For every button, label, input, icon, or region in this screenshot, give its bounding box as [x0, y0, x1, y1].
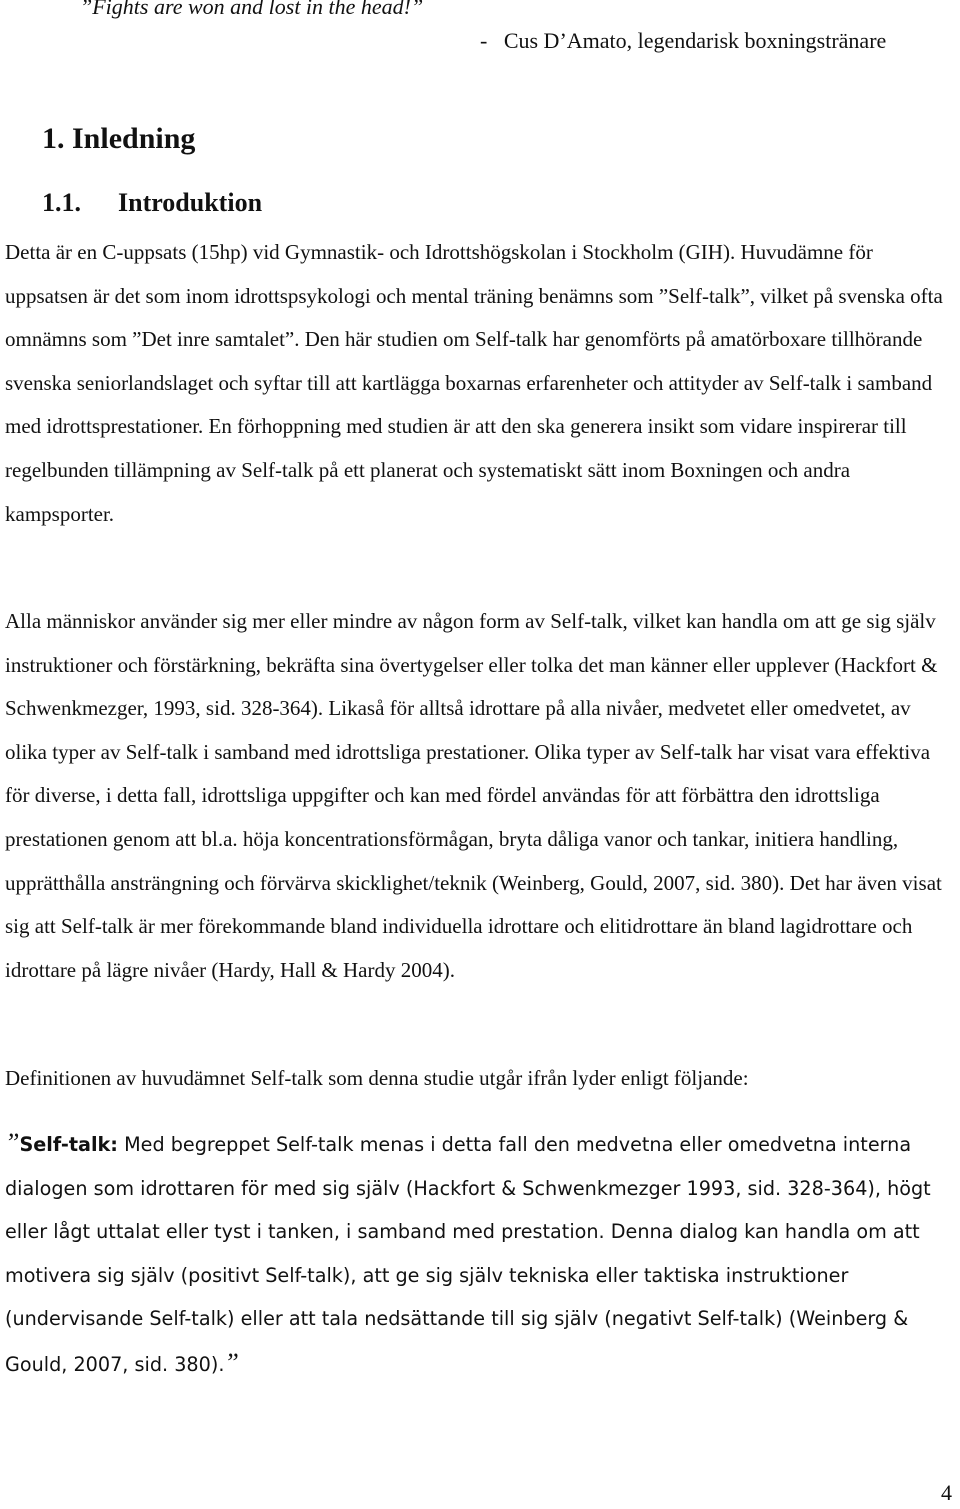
paragraph-self-talk-background: Alla människor använder sig mer eller mindre av någon form av Self-talk, vilket kan handla om att ge sig själv instruktioner och förstärkning, bekräfta sina övertygelser eller tolka det man känner eller upplever (Hackfort & Schwenkmezger, 1993, sid. 328-364). Likaså för alltså idrottare på alla nivåer, medvetet eller omedvetet, av olika typer av Self-talk i samband med idrottsliga prestationer. Olika typer av Self-talk har visat vara effektiva för diverse, i detta fall, idrottsliga uppgifter och kan med fördel användas för att förbättra den idrottsliga prestationen genom att bl.a. höja koncentrationsförmågan, bryta dåliga vanor och tankar, initiera handling, upprätthålla ansträngning och förvärva skicklighet/teknik (Weinberg, Gould, 2007, sid. 380). Det har även visat sig att Self-talk är mer förekommande bland individuella idrottare och elitidrottare än bland lagidrottare och idrottare på lägre nivåer (Hardy, Hall & Hardy 2004).	[5, 609, 942, 982]
section-title: Inledning	[72, 122, 196, 155]
section-heading	[42, 122, 195, 156]
section-number: 1.	[42, 122, 65, 155]
subsection-heading	[42, 188, 262, 218]
definition-open-quote: ”	[5, 1128, 20, 1157]
epigraph-attribution: - Cus D’Amato, legendarisk boxningstränare	[480, 28, 887, 53]
paragraph-definition-intro: Definitionen av huvudämnet Self-talk som denna studie utgår ifrån lyder enligt följande:	[5, 1066, 749, 1090]
definition-block	[5, 1121, 955, 1387]
definition-close-quote: ”	[224, 1347, 239, 1377]
epigraph-quote: ”Fights are won and lost in the head!”	[80, 0, 424, 19]
subsection-number: 1.1.	[42, 188, 81, 217]
definition-term: Self-talk:	[19, 1133, 118, 1156]
definition-text: Med begreppet Self-talk menas i detta fall den medvetna eller omedvetna interna dialogen som idrottaren för med sig själv (Hackfort & Schwenkmezger 1993, sid. 328-364), högt eller lågt uttalat eller tyst i tanken, i samband med prestation. Denna dialog kan handla om att motivera sig själv (positivt Self-talk), att ge sig själv tekniska eller taktiska instruktioner (undervisande Self-talk) eller att tala nedsättande till sig själv (negativt Self-talk) (Weinberg & Gould, 2007, sid. 380).	[5, 1133, 931, 1376]
page-number: 4	[941, 1480, 952, 1505]
paragraph-introduction: Detta är en C-uppsats (15hp) vid Gymnastik- och Idrottshögskolan i Stockholm (GIH). Huvudämne för uppsatsen är det som inom idrottspsykologi och mental träning benämns som ”Self-talk”, vilket på svenska ofta omnämns som ”Det inre samtalet”. Den här studien om Self-talk har genomförts på amatörboxare tillhörande svenska seniorlandslaget och syftar till att kartlägga boxarnas erfarenheter och attityder av Self-talk i samband med idrottsprestationer. En förhoppning med studien är att den ska generera insikt som vidare inspirerar till regelbunden tillämpning av Self-talk på ett planerat och systematiskt sätt inom Boxningen och andra kampsporter.	[5, 240, 943, 526]
subsection-title: Introduktion	[118, 188, 263, 217]
